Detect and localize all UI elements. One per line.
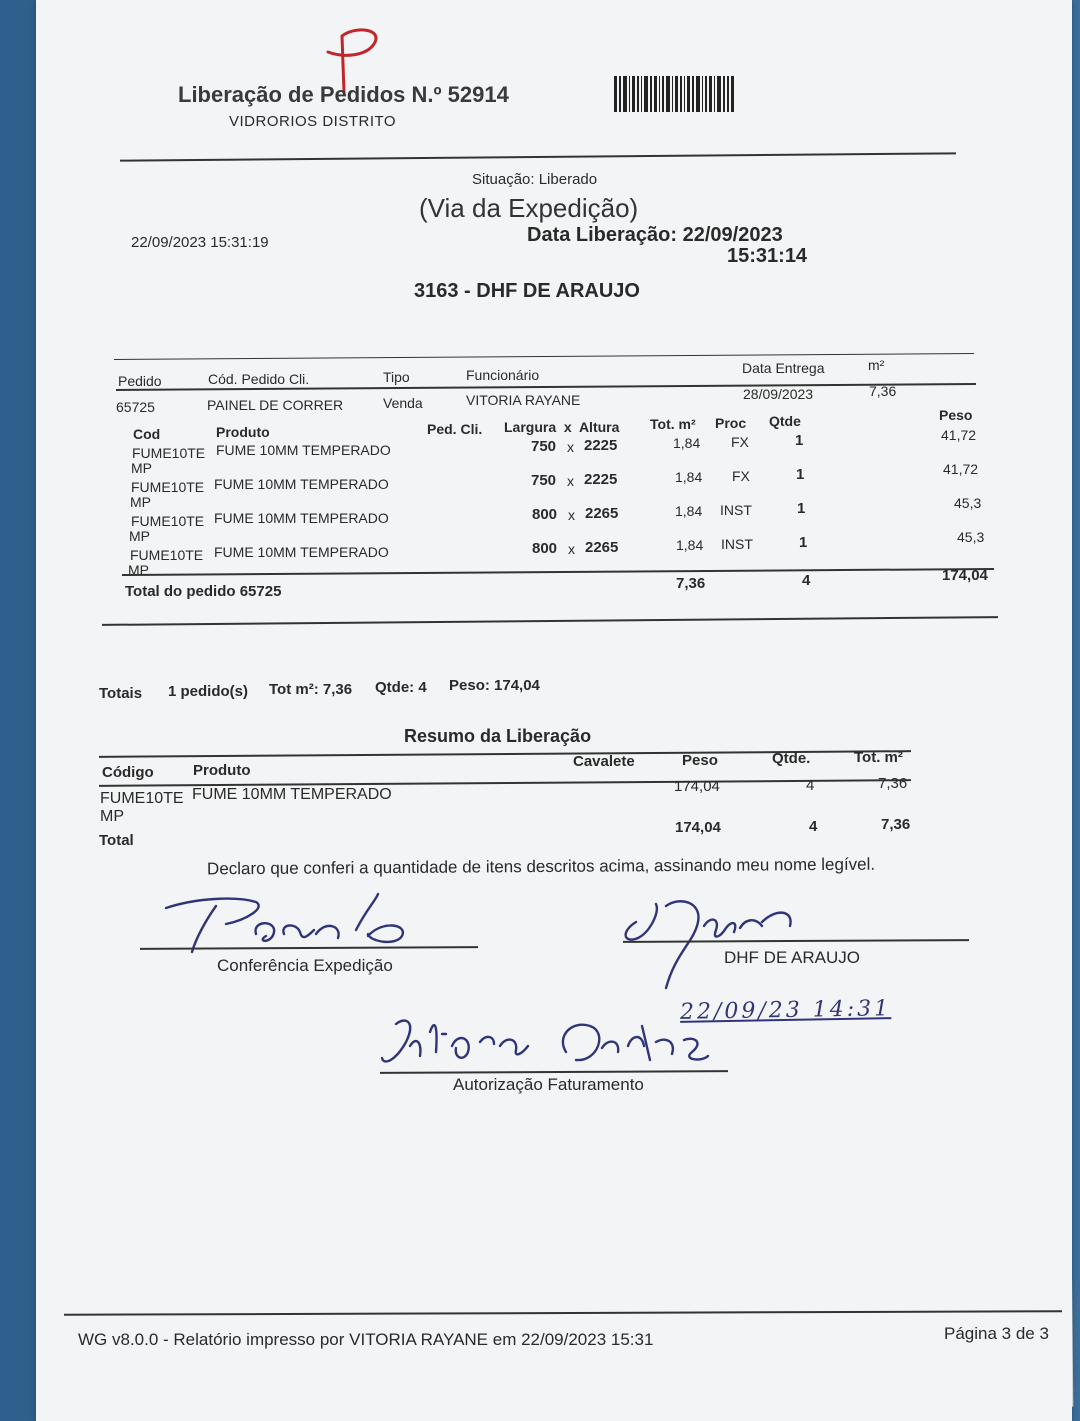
order-header-pedido: Pedido — [118, 373, 162, 389]
item-header-peso: Peso — [939, 407, 973, 423]
resumo-row-tot-m2: 7,36 — [878, 775, 908, 792]
item-header-qtde: Qtde — [769, 413, 801, 429]
item-4-proc: INST — [721, 536, 753, 552]
item-1-peso: 41,72 — [941, 427, 977, 443]
document-page — [36, 0, 1072, 1421]
resumo-total-tot-m2: 7,36 — [881, 816, 911, 833]
item-2-cod: FUME10TE — [131, 479, 205, 495]
resumo-row-codigo-suffix: MP — [100, 808, 124, 825]
resumo-row-codigo: FUME10TE — [100, 790, 184, 807]
item-1-x: x — [567, 439, 574, 455]
autorizacao-label: Autorização Faturamento — [453, 1075, 644, 1094]
item-1-altura: 2225 — [584, 437, 618, 454]
resumo-header-produto: Produto — [193, 762, 251, 779]
order-total-label: Total do pedido 65725 — [125, 583, 282, 600]
barcode — [614, 76, 734, 112]
item-4-altura: 2265 — [585, 539, 619, 556]
item-header-largura-altura: Largura x Altura — [504, 419, 620, 435]
items-total-rule — [122, 568, 994, 576]
totais-tot-m2: Tot m²: 7,36 — [269, 681, 353, 698]
item-1-cod: FUME10TE — [132, 445, 206, 461]
item-header-ped-cli: Ped. Cli. — [427, 421, 483, 437]
item-3-peso: 45,3 — [954, 495, 982, 511]
order-header-data-entrega: Data Entrega — [742, 360, 825, 376]
item-4-largura: 800 — [532, 540, 558, 557]
footer-rule — [64, 1310, 1062, 1315]
item-2-largura: 750 — [531, 472, 557, 489]
order-header-cod-pedido-cli: Cód. Pedido Cli. — [208, 371, 310, 387]
item-3-tot-m2: 1,84 — [675, 503, 703, 519]
resumo-header-codigo: Código — [102, 764, 154, 781]
order-total-m2: 7,36 — [676, 575, 706, 592]
item-3-produto: FUME 10MM TEMPERADO — [214, 510, 389, 526]
status-text: Situação: Liberado — [472, 171, 598, 188]
release-time: 15:31:14 — [727, 245, 808, 267]
order-top-rule — [114, 353, 974, 360]
resumo-row-produto: FUME 10MM TEMPERADO — [192, 786, 392, 803]
item-3-cod: FUME10TE — [131, 513, 205, 529]
client-name: 3163 - DHF DE ARAUJO — [414, 280, 640, 302]
company-name: VIDRORIOS DISTRITO — [229, 113, 397, 130]
item-2-proc: FX — [732, 468, 750, 484]
item-1-qtde: 1 — [795, 432, 804, 449]
order-total-qtde: 4 — [802, 572, 811, 589]
resumo-total-qtde: 4 — [809, 818, 818, 835]
item-4-peso: 45,3 — [957, 529, 985, 545]
item-3-largura: 800 — [532, 506, 558, 523]
item-2-produto: FUME 10MM TEMPERADO — [214, 476, 389, 492]
item-3-qtde: 1 — [797, 500, 806, 517]
item-3-cod-suffix: MP — [129, 528, 150, 544]
resumo-header-peso: Peso — [682, 752, 718, 769]
order-header-tipo: Tipo — [383, 369, 410, 385]
order-m2: 7,36 — [869, 383, 897, 399]
declaration-text: Declaro que conferi a quantidade de itens descritos acima, assinando meu nome legível. — [206, 854, 876, 879]
totais-pedidos: 1 pedido(s) — [168, 683, 249, 700]
item-4-qtde: 1 — [799, 534, 808, 551]
item-4-produto: FUME 10MM TEMPERADO — [214, 544, 389, 560]
item-2-x: x — [567, 473, 574, 489]
item-header-proc: Proc — [715, 415, 747, 431]
totais-qtde: Qtde: 4 — [375, 679, 427, 696]
item-4-tot-m2: 1,84 — [676, 537, 704, 553]
item-4-x: x — [568, 541, 575, 557]
conferencia-label: Conferência Expedição — [217, 956, 393, 975]
order-data-entrega: 28/09/2023 — [743, 386, 814, 402]
handwritten-date: 22/09/23 14:31 — [679, 996, 892, 1025]
resumo-row-qtde: 4 — [806, 777, 815, 794]
item-3-x: x — [568, 507, 575, 523]
item-header-cod: Cod — [133, 426, 161, 442]
item-3-proc: INST — [720, 502, 752, 518]
autorizacao-signature — [376, 1012, 716, 1076]
header-divider — [120, 152, 956, 161]
item-2-cod-suffix: MP — [130, 494, 151, 510]
item-2-qtde: 1 — [796, 466, 805, 483]
item-2-peso: 41,72 — [943, 461, 979, 477]
item-1-produto: FUME 10MM TEMPERADO — [216, 442, 391, 458]
item-1-tot-m2: 1,84 — [673, 435, 701, 451]
item-2-altura: 2225 — [584, 471, 618, 488]
item-1-cod-suffix: MP — [131, 460, 152, 476]
item-header-produto: Produto — [216, 424, 270, 440]
totais-peso: Peso: 174,04 — [449, 677, 540, 694]
order-header-m2: m² — [868, 357, 885, 373]
order-cod-pedido-cli: PAINEL DE CORRER — [207, 397, 344, 413]
order-tipo: Venda — [383, 395, 423, 411]
resumo-total-label: Total — [99, 832, 134, 849]
order-bottom-rule — [102, 616, 998, 626]
printed-datetime: 22/09/2023 15:31:19 — [131, 234, 269, 251]
resumo-total-peso: 174,04 — [675, 819, 721, 836]
item-1-largura: 750 — [531, 438, 557, 455]
resumo-title: Resumo da Liberação — [404, 726, 592, 746]
item-4-cod-suffix: MP — [128, 562, 149, 578]
order-pedido: 65725 — [116, 399, 155, 415]
via-label: (Via da Expedição) — [419, 193, 639, 223]
resumo-header-cavalete: Cavalete — [573, 753, 635, 770]
footer-printed-by: WG v8.0.0 - Relatório impresso por VITORIA RAYANE em 22/09/2023 15:31 — [78, 1330, 654, 1349]
resumo-header-qtde: Qtde. — [772, 750, 811, 767]
resumo-header-tot-m2: Tot. m² — [854, 749, 903, 766]
item-3-altura: 2265 — [585, 505, 619, 522]
document-title: Liberação de Pedidos N.º 52914 — [178, 82, 509, 107]
client-signature-label: DHF DE ARAUJO — [724, 948, 861, 967]
item-2-tot-m2: 1,84 — [675, 469, 703, 485]
footer-page-number: Página 3 de 3 — [944, 1324, 1049, 1343]
order-funcionario: VITORIA RAYANE — [466, 392, 581, 408]
resumo-row-peso: 174,04 — [674, 778, 720, 795]
order-header-funcionario: Funcionário — [466, 367, 540, 383]
item-header-tot-m2: Tot. m² — [650, 416, 696, 432]
totais-label: Totais — [99, 685, 143, 702]
item-4-cod: FUME10TE — [130, 547, 204, 563]
item-1-proc: FX — [731, 434, 749, 450]
release-date: Data Liberação: 22/09/2023 — [527, 224, 783, 246]
order-total-peso: 174,04 — [942, 567, 988, 584]
